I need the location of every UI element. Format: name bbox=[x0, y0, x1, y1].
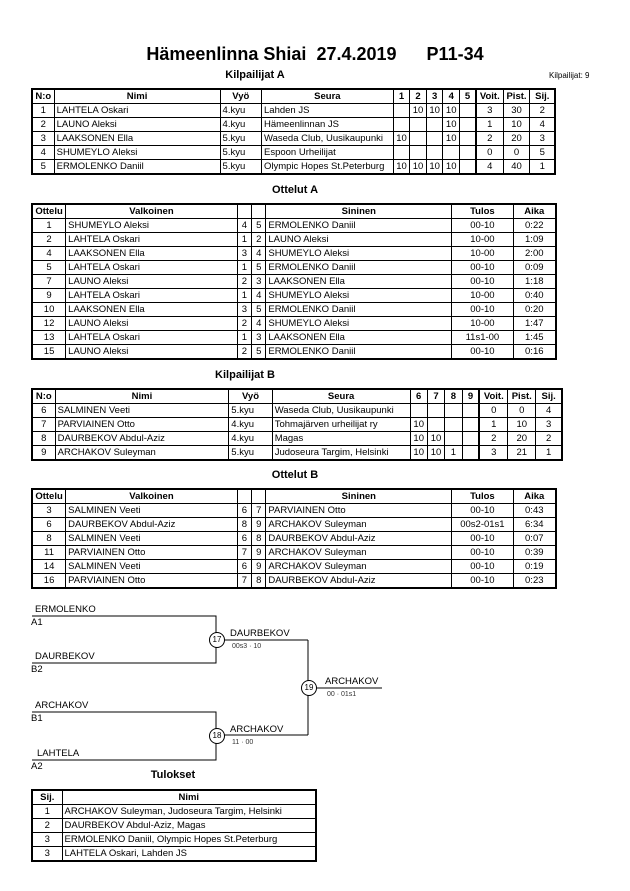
table-cell: 1 bbox=[476, 118, 503, 132]
table-cell: 9 bbox=[252, 518, 266, 532]
table-cell: ERMOLENKO Daniil bbox=[54, 160, 220, 175]
column-header: Tulos bbox=[452, 489, 513, 504]
column-header: Valkoinen bbox=[66, 489, 238, 504]
table-cell: LAHTELA Oskari bbox=[66, 233, 238, 247]
table-row bbox=[32, 847, 316, 862]
table-cell: 5 bbox=[252, 219, 266, 233]
match-17-winner: DAURBEKOV bbox=[230, 628, 290, 639]
table-cell: 4.kyu bbox=[220, 104, 261, 118]
table-cell: 1 bbox=[479, 418, 507, 432]
table-cell: 0 bbox=[476, 146, 503, 160]
table-cell: 10-00 bbox=[452, 247, 513, 261]
table-cell: 0 bbox=[503, 146, 530, 160]
matches-b-title: Ottelut B bbox=[271, 469, 319, 481]
table-cell: 9 bbox=[252, 560, 266, 574]
table-cell: 00-10 bbox=[452, 546, 513, 560]
table-cell: 00-10 bbox=[452, 560, 513, 574]
table-cell: 4 bbox=[252, 317, 266, 331]
table-cell: 6 bbox=[237, 560, 251, 574]
table-cell: 00-10 bbox=[452, 574, 513, 589]
table-cell: DAURBEKOV Abdul-Aziz bbox=[266, 574, 452, 589]
column-header: Seura bbox=[262, 89, 394, 104]
column-header: Sininen bbox=[266, 489, 452, 504]
column-header: 7 bbox=[427, 389, 444, 404]
table-cell: LAHTELA Oskari bbox=[54, 104, 220, 118]
table-cell: 21 bbox=[508, 446, 536, 461]
match-18-score: 11 · 00 bbox=[232, 739, 254, 746]
table-cell: LAAKSONEN Ella bbox=[54, 132, 220, 146]
table-cell: 2 bbox=[32, 118, 54, 132]
table-cell: 14 bbox=[32, 560, 66, 574]
table-cell: 2 bbox=[536, 432, 562, 446]
table-cell: 13 bbox=[32, 331, 66, 345]
table-cell: 4.kyu bbox=[220, 118, 261, 132]
table-cell: 10 bbox=[393, 132, 410, 146]
bracket-seed-4: A2 bbox=[31, 761, 43, 772]
table-cell: 30 bbox=[503, 104, 530, 118]
column-header: Pist. bbox=[503, 89, 530, 104]
table-cell: 5 bbox=[252, 303, 266, 317]
bracket-player-4: LAHTELA bbox=[37, 748, 80, 759]
table-cell: 10 bbox=[427, 432, 444, 446]
column-header: Sij. bbox=[530, 89, 555, 104]
table-cell: 15 bbox=[32, 345, 66, 360]
table-cell: 10 bbox=[393, 160, 410, 175]
table-cell: ERMOLENKO Daniil bbox=[266, 303, 452, 317]
table-cell: 2 bbox=[252, 233, 266, 247]
table-cell: 7 bbox=[237, 574, 251, 589]
match-17-badge: 17 bbox=[209, 632, 225, 648]
group-b-title: Kilpailijat B bbox=[215, 369, 275, 381]
column-header: Nimi bbox=[62, 790, 316, 805]
column-header: Sij. bbox=[536, 389, 562, 404]
table-cell: 11s1-00 bbox=[452, 331, 513, 345]
table-cell: 8 bbox=[237, 518, 251, 532]
column-header: Sij. bbox=[32, 790, 62, 805]
table-row bbox=[32, 819, 316, 833]
matches-a-title: Ottelut A bbox=[271, 184, 319, 196]
table-cell: 1 bbox=[445, 446, 462, 461]
table-cell: 0:22 bbox=[513, 219, 556, 233]
table-cell: 6 bbox=[32, 518, 66, 532]
table-cell: 1 bbox=[530, 160, 555, 175]
table-cell: 8 bbox=[32, 532, 66, 546]
table-cell: 0:40 bbox=[513, 289, 556, 303]
event-category: P11-34 bbox=[426, 44, 484, 64]
table-cell: 10-00 bbox=[452, 317, 513, 331]
table-row bbox=[32, 833, 316, 847]
table-cell: SHUMEYLO Aleksi bbox=[266, 317, 452, 331]
table-cell: SALMINEN Veeti bbox=[66, 560, 238, 574]
table-cell: 00-10 bbox=[452, 261, 513, 275]
table-cell: LAUNO Aleksi bbox=[66, 317, 238, 331]
column-header: 8 bbox=[445, 389, 462, 404]
table-cell: 0:19 bbox=[513, 560, 556, 574]
table-cell: 10-00 bbox=[452, 289, 513, 303]
table-cell: 00s2-01s1 bbox=[452, 518, 513, 532]
match-18-winner: ARCHAKOV bbox=[230, 724, 284, 735]
table-cell: 6 bbox=[237, 504, 251, 518]
competitors-count: Kilpailijat: 9 bbox=[549, 71, 590, 80]
match-19-score: 00 · 01s1 bbox=[327, 691, 357, 698]
bracket-seed-3: B1 bbox=[31, 713, 43, 724]
results-header-row bbox=[32, 790, 316, 805]
table-cell: LAUNO Aleksi bbox=[66, 345, 238, 360]
column-header: N:o bbox=[32, 389, 55, 404]
table-cell: PARVIAINEN Otto bbox=[55, 418, 229, 432]
table-cell: 40 bbox=[503, 160, 530, 175]
table-cell: 10 bbox=[443, 132, 460, 146]
table-cell: SALMINEN Veeti bbox=[55, 404, 229, 418]
table-cell: Hämeenlinnan JS bbox=[262, 118, 394, 132]
column-header: Voit. bbox=[476, 89, 503, 104]
table-cell: DAURBEKOV Abdul-Aziz, Magas bbox=[62, 819, 316, 833]
column-header: Vyö bbox=[229, 389, 272, 404]
column-header: 2 bbox=[410, 89, 427, 104]
table-cell: 1:09 bbox=[513, 233, 556, 247]
table-cell: LAAKSONEN Ella bbox=[66, 247, 238, 261]
table-cell: 10 bbox=[32, 303, 66, 317]
table-cell: 1 bbox=[237, 233, 251, 247]
column-header: Ottelu bbox=[32, 204, 66, 219]
table-cell: 3 bbox=[252, 331, 266, 345]
table-cell: 9 bbox=[32, 446, 55, 461]
table-cell: Olympic Hopes St.Peterburg bbox=[262, 160, 394, 175]
table-cell: 8 bbox=[32, 432, 55, 446]
table-cell: LAHTELA Oskari, Lahden JS bbox=[62, 847, 316, 862]
column-header: N:o bbox=[32, 89, 54, 104]
table-cell: LAAKSONEN Ella bbox=[66, 303, 238, 317]
match-18-badge: 18 bbox=[209, 728, 225, 744]
table-cell: 4 bbox=[476, 160, 503, 175]
table-cell: 10 bbox=[508, 418, 536, 432]
table-cell: 5 bbox=[252, 345, 266, 360]
table-cell: 00-10 bbox=[452, 345, 513, 360]
table-cell: 7 bbox=[32, 275, 66, 289]
table-cell: 9 bbox=[32, 289, 66, 303]
table-cell: SHUMEYLO Aleksi bbox=[266, 247, 452, 261]
table-cell: ERMOLENKO Daniil bbox=[266, 345, 452, 360]
column-header: 6 bbox=[410, 389, 427, 404]
table-cell: 00-10 bbox=[452, 275, 513, 289]
table-cell: 10 bbox=[410, 446, 427, 461]
table-cell: 1:18 bbox=[513, 275, 556, 289]
table-cell: 8 bbox=[252, 532, 266, 546]
table-cell: 4 bbox=[252, 289, 266, 303]
table-cell: 3 bbox=[32, 132, 54, 146]
column-header: Pist. bbox=[508, 389, 536, 404]
table-cell: 20 bbox=[508, 432, 536, 446]
table-cell: 5.kyu bbox=[220, 160, 261, 175]
column-header: 1 bbox=[393, 89, 410, 104]
table-cell: LAUNO Aleksi bbox=[54, 118, 220, 132]
table-cell: 0:20 bbox=[513, 303, 556, 317]
table-cell: 5.kyu bbox=[229, 404, 272, 418]
table-cell: ARCHAKOV Suleyman bbox=[266, 546, 452, 560]
event-name: Hämeenlinna Shiai bbox=[146, 44, 307, 64]
table-cell: 3 bbox=[479, 446, 507, 461]
table-cell: 3 bbox=[32, 833, 62, 847]
table-cell: ERMOLENKO Daniil, Olympic Hopes St.Peterburg bbox=[62, 833, 316, 847]
table-cell: 2:00 bbox=[513, 247, 556, 261]
bracket-player-3: ARCHAKOV bbox=[35, 700, 89, 711]
table-cell: 2 bbox=[479, 432, 507, 446]
table-cell: 10 bbox=[410, 104, 427, 118]
table-cell: 3 bbox=[476, 104, 503, 118]
table-cell: 10 bbox=[410, 418, 427, 432]
column-header: Aika bbox=[513, 204, 556, 219]
match-19-winner: ARCHAKOV bbox=[325, 676, 379, 687]
table-cell: 4 bbox=[536, 404, 562, 418]
table-cell: 2 bbox=[237, 275, 251, 289]
table-cell: 3 bbox=[237, 247, 251, 261]
bracket-seed-1: A1 bbox=[31, 617, 43, 628]
table-cell: 1 bbox=[237, 261, 251, 275]
column-header: Ottelu bbox=[32, 489, 66, 504]
table-cell: SALMINEN Veeti bbox=[66, 532, 238, 546]
table-cell: 2 bbox=[32, 233, 66, 247]
table-cell: 11 bbox=[32, 546, 66, 560]
column-header: Tulos bbox=[452, 204, 513, 219]
table-cell: 2 bbox=[237, 345, 251, 360]
table-cell: LAAKSONEN Ella bbox=[266, 275, 452, 289]
table-cell: 5 bbox=[252, 261, 266, 275]
table-cell: 6 bbox=[32, 404, 55, 418]
table-cell: 0:23 bbox=[513, 574, 556, 589]
table-cell: 1 bbox=[32, 104, 54, 118]
table-cell: 2 bbox=[476, 132, 503, 146]
event-date: 27.4.2019 bbox=[316, 44, 397, 64]
table-cell: 10 bbox=[503, 118, 530, 132]
table-cell: 1:45 bbox=[513, 331, 556, 345]
table-cell: 0:43 bbox=[513, 504, 556, 518]
table-cell: 1 bbox=[237, 289, 251, 303]
table-cell: Judoseura Targim, Helsinki bbox=[272, 446, 410, 461]
table-cell: 2 bbox=[530, 104, 555, 118]
group-a-title: Kilpailijat A bbox=[225, 69, 285, 81]
table-cell: 1 bbox=[32, 805, 62, 819]
results-title: Tulokset bbox=[150, 769, 196, 781]
table-cell: LAHTELA Oskari bbox=[66, 331, 238, 345]
column-header: 3 bbox=[426, 89, 443, 104]
table-cell: 2 bbox=[32, 819, 62, 833]
column-header: Sininen bbox=[266, 204, 452, 219]
column-header: 4 bbox=[443, 89, 460, 104]
table-cell: Magas bbox=[272, 432, 410, 446]
table-cell: ARCHAKOV Suleyman bbox=[266, 560, 452, 574]
table-cell: 3 bbox=[530, 132, 555, 146]
table-cell: DAURBEKOV Abdul-Aziz bbox=[66, 518, 238, 532]
table-cell: Tohmajärven urheilijat ry bbox=[272, 418, 410, 432]
table-cell: 4 bbox=[252, 247, 266, 261]
table-cell: 1 bbox=[32, 219, 66, 233]
table-cell: 10 bbox=[410, 160, 427, 175]
table-cell: 0:39 bbox=[513, 546, 556, 560]
column-header: Nimi bbox=[55, 389, 229, 404]
table-cell: 4.kyu bbox=[229, 418, 272, 432]
table-cell: Espoon Urheilijat bbox=[262, 146, 394, 160]
table-cell: ERMOLENKO Daniil bbox=[266, 261, 452, 275]
table-cell: LAAKSONEN Ella bbox=[266, 331, 452, 345]
column-header: Valkoinen bbox=[66, 204, 238, 219]
table-cell: 10 bbox=[443, 160, 460, 175]
table-cell: PARVIAINEN Otto bbox=[266, 504, 452, 518]
table-cell: 0:07 bbox=[513, 532, 556, 546]
match-19-badge: 19 bbox=[301, 680, 317, 696]
table-cell: Waseda Club, Uusikaupunki bbox=[262, 132, 394, 146]
table-cell: 6 bbox=[237, 532, 251, 546]
table-cell: 1:47 bbox=[513, 317, 556, 331]
match-17-score: 00s3 · 10 bbox=[232, 643, 262, 650]
table-cell: Waseda Club, Uusikaupunki bbox=[272, 404, 410, 418]
table-cell: 5.kyu bbox=[229, 446, 272, 461]
table-cell: 5.kyu bbox=[220, 132, 261, 146]
table-cell: 5.kyu bbox=[220, 146, 261, 160]
table-cell: 10 bbox=[443, 118, 460, 132]
table-cell: 5 bbox=[32, 160, 54, 175]
table-cell: 10-00 bbox=[452, 233, 513, 247]
table-cell: 0:09 bbox=[513, 261, 556, 275]
table-cell: 1 bbox=[536, 446, 562, 461]
table-cell: 7 bbox=[237, 546, 251, 560]
table-cell: SHUMEYLO Aleksi bbox=[66, 219, 238, 233]
table-cell: 4 bbox=[530, 118, 555, 132]
table-cell: 4 bbox=[237, 219, 251, 233]
table-cell: 5 bbox=[32, 261, 66, 275]
table-cell: DAURBEKOV Abdul-Aziz bbox=[266, 532, 452, 546]
table-cell: 1 bbox=[237, 331, 251, 345]
table-cell: Lahden JS bbox=[262, 104, 394, 118]
table-cell: LAUNO Aleksi bbox=[266, 233, 452, 247]
column-header: Aika bbox=[513, 489, 556, 504]
table-cell: 3 bbox=[252, 275, 266, 289]
table-cell: ERMOLENKO Daniil bbox=[266, 219, 452, 233]
table-cell: 0 bbox=[479, 404, 507, 418]
table-cell: LAUNO Aleksi bbox=[66, 275, 238, 289]
table-cell: 10 bbox=[443, 104, 460, 118]
table-cell: PARVIAINEN Otto bbox=[66, 546, 238, 560]
table-cell: 12 bbox=[32, 317, 66, 331]
table-cell: ARCHAKOV Suleyman, Judoseura Targim, Helsinki bbox=[62, 805, 316, 819]
table-cell: 9 bbox=[252, 546, 266, 560]
table-cell: 4.kyu bbox=[229, 432, 272, 446]
table-cell: 3 bbox=[32, 847, 62, 862]
table-cell: SHUMEYLO Aleksi bbox=[266, 289, 452, 303]
bracket-player-2: DAURBEKOV bbox=[35, 651, 95, 662]
column-header: Voit. bbox=[479, 389, 507, 404]
bracket-seed-2: B2 bbox=[31, 664, 43, 675]
table-cell: ARCHAKOV Suleyman bbox=[266, 518, 452, 532]
column-header: Vyö bbox=[220, 89, 261, 104]
table-cell: SHUMEYLO Aleksi bbox=[54, 146, 220, 160]
table-cell: 4 bbox=[32, 247, 66, 261]
table-cell: 10 bbox=[426, 160, 443, 175]
table-cell: LAHTELA Oskari bbox=[66, 261, 238, 275]
bracket-player-1: ERMOLENKO bbox=[35, 604, 96, 615]
column-header: 5 bbox=[460, 89, 477, 104]
table-cell: 00-10 bbox=[452, 219, 513, 233]
table-cell: SALMINEN Veeti bbox=[66, 504, 238, 518]
table-cell: 0 bbox=[508, 404, 536, 418]
table-cell: 7 bbox=[32, 418, 55, 432]
table-cell: 0:16 bbox=[513, 345, 556, 360]
table-cell: 10 bbox=[427, 446, 444, 461]
table-cell: 8 bbox=[252, 574, 266, 589]
table-cell: 4 bbox=[32, 146, 54, 160]
column-header: Nimi bbox=[54, 89, 220, 104]
table-cell: 00-10 bbox=[452, 504, 513, 518]
table-cell: LAHTELA Oskari bbox=[66, 289, 238, 303]
table-row bbox=[32, 805, 316, 819]
table-cell: 10 bbox=[410, 432, 427, 446]
column-header: Seura bbox=[272, 389, 410, 404]
table-cell: 6:34 bbox=[513, 518, 556, 532]
table-cell: 00-10 bbox=[452, 303, 513, 317]
table-cell: 3 bbox=[237, 303, 251, 317]
results-table bbox=[31, 789, 317, 862]
table-cell: PARVIAINEN Otto bbox=[66, 574, 238, 589]
table-cell: 2 bbox=[237, 317, 251, 331]
table-cell: 7 bbox=[252, 504, 266, 518]
table-cell: 20 bbox=[503, 132, 530, 146]
column-header: 9 bbox=[462, 389, 479, 404]
table-cell: 5 bbox=[530, 146, 555, 160]
table-cell: 3 bbox=[536, 418, 562, 432]
table-cell: DAURBEKOV Abdul-Aziz bbox=[55, 432, 229, 446]
table-cell: 00-10 bbox=[452, 532, 513, 546]
table-cell: 16 bbox=[32, 574, 66, 589]
table-cell: 10 bbox=[426, 104, 443, 118]
table-cell: ARCHAKOV Suleyman bbox=[55, 446, 229, 461]
table-cell: 3 bbox=[32, 504, 66, 518]
